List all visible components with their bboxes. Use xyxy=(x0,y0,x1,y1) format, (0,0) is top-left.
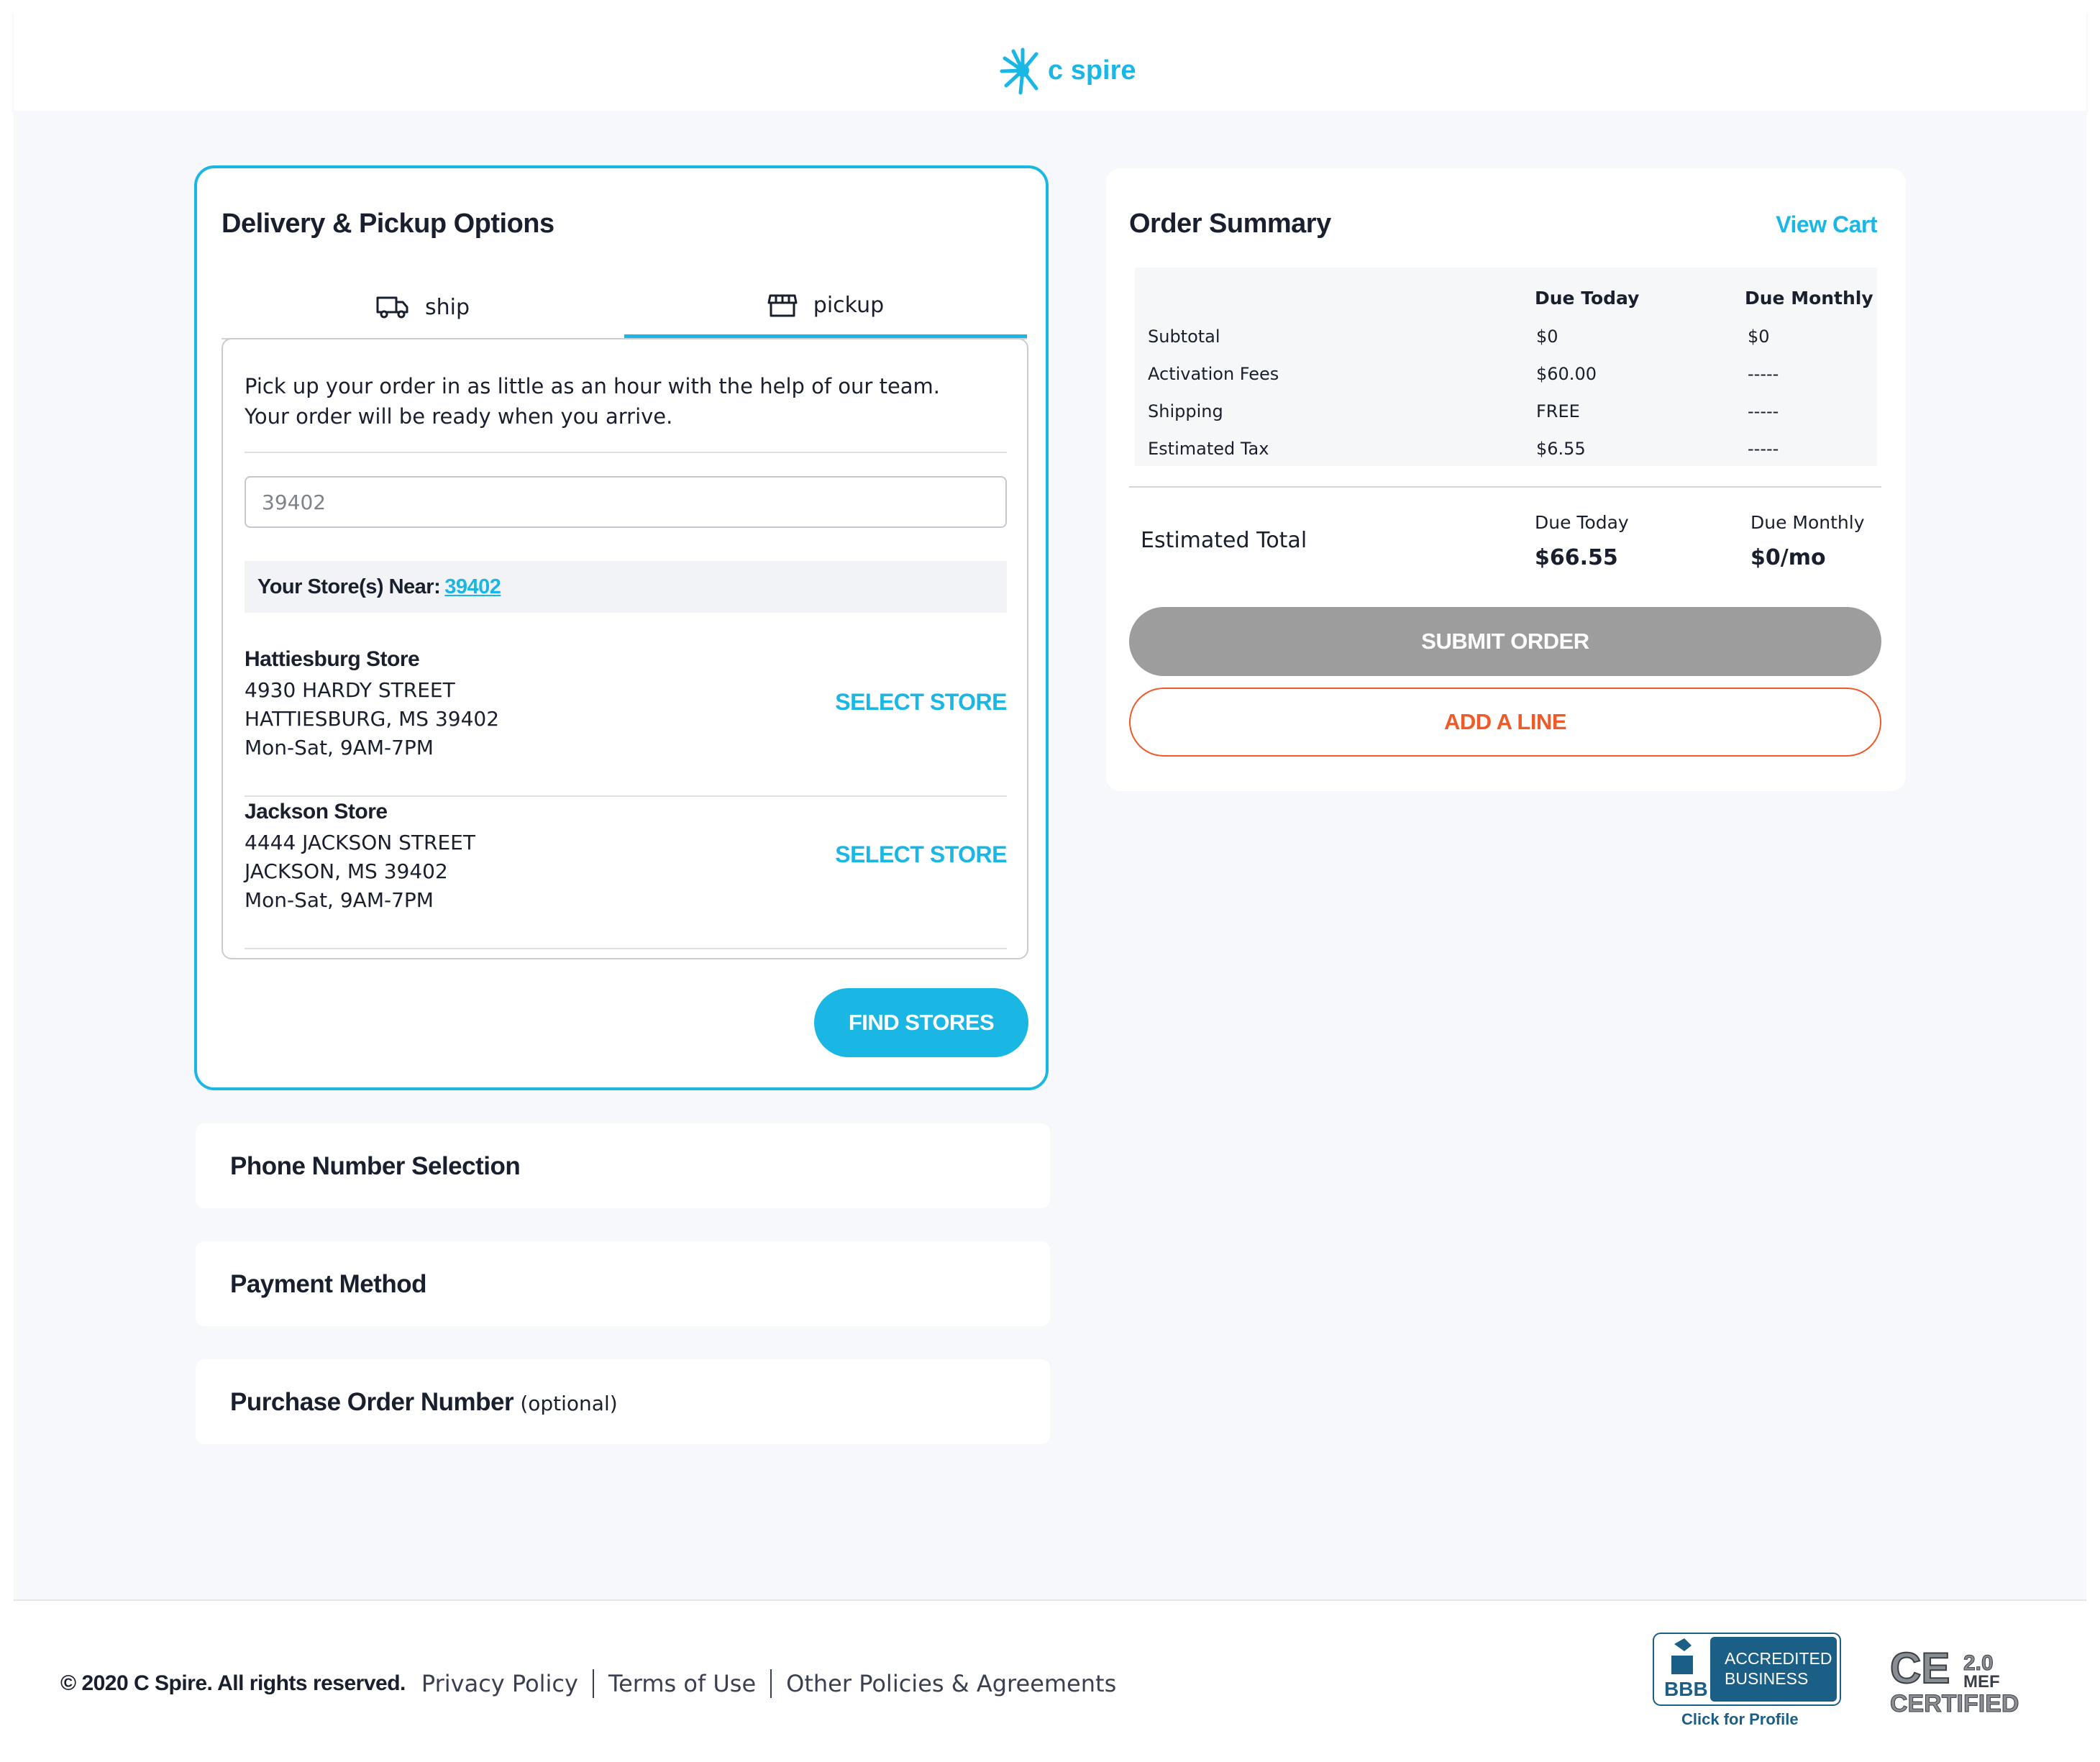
total-monthly-header: Due Monthly xyxy=(1750,512,1865,533)
submit-order-button[interactable]: SUBMIT ORDER xyxy=(1129,607,1881,676)
terms-of-use-link[interactable]: Terms of Use xyxy=(608,1670,757,1697)
payment-method-section[interactable] xyxy=(196,1241,1050,1326)
pickup-description: Pick up your order in as little as an hour with the help of our team. Your order will be ready when you arrive. xyxy=(245,374,941,429)
row-today: $0 xyxy=(1536,327,1558,347)
mef-certified-text: CERTIFIED xyxy=(1890,1690,2019,1717)
stores-near-label: Your Store(s) Near: xyxy=(257,575,441,598)
logo-text: c spire xyxy=(1048,55,1136,86)
row-today: FREE xyxy=(1536,401,1580,421)
total-today-value: $66.55 xyxy=(1535,545,1618,570)
delivery-tabs xyxy=(222,276,1027,339)
select-store-button[interactable]: SELECT STORE xyxy=(835,689,1007,715)
other-policies-link[interactable]: Other Policies & Agreements xyxy=(786,1670,1117,1697)
site-header xyxy=(14,10,2086,111)
store-icon xyxy=(767,293,798,318)
summary-row xyxy=(1148,401,1867,439)
purchase-order-section[interactable] xyxy=(196,1359,1050,1444)
privacy-policy-link[interactable]: Privacy Policy xyxy=(421,1670,578,1697)
zip-code-input[interactable] xyxy=(245,476,1007,528)
bbb-mark: BBB xyxy=(1664,1678,1708,1700)
divider xyxy=(1129,486,1881,488)
summary-row xyxy=(1148,364,1867,401)
bbb-click-profile: Click for Profile xyxy=(1681,1710,1799,1728)
store-address: 4930 HARDY STREET xyxy=(245,678,455,702)
row-today: $60.00 xyxy=(1536,364,1597,384)
store-hours: Mon-Sat, 9AM-7PM xyxy=(245,888,434,912)
phone-number-section[interactable] xyxy=(196,1123,1050,1208)
truck-icon xyxy=(376,295,409,319)
summary-row xyxy=(1148,327,1867,364)
divider xyxy=(245,795,1007,797)
estimated-total-label: Estimated Total xyxy=(1141,528,1307,553)
delivery-pickup-card xyxy=(194,165,1049,1090)
store-city: JACKSON, MS 39402 xyxy=(245,859,448,883)
copyright-text: © 2020 C Spire. All rights reserved. xyxy=(60,1671,406,1695)
store-city: HATTIESBURG, MS 39402 xyxy=(245,707,500,731)
summary-table xyxy=(1135,268,1877,466)
store-item-hattiesburg xyxy=(245,647,1007,762)
delivery-title: Delivery & Pickup Options xyxy=(222,209,554,239)
due-today-header: Due Today xyxy=(1535,288,1640,309)
mef-version-text: 2.0 xyxy=(1963,1651,1994,1675)
order-summary-card xyxy=(1106,168,1906,791)
divider xyxy=(245,452,1007,453)
mef-ce-text: CE xyxy=(1890,1645,1950,1692)
add-a-line-button[interactable]: ADD A LINE xyxy=(1129,688,1881,757)
row-label: Activation Fees xyxy=(1148,364,1279,384)
bbb-accredited-text: ACCREDITED xyxy=(1725,1649,1832,1668)
divider xyxy=(245,948,1007,949)
row-monthly: ----- xyxy=(1748,364,1779,384)
row-monthly: $0 xyxy=(1748,327,1770,347)
footer xyxy=(60,1667,1116,1700)
bbb-business-text: BUSINESS xyxy=(1725,1669,1809,1688)
footer-separator xyxy=(593,1669,594,1698)
bbb-accredited-badge[interactable] xyxy=(1653,1633,1841,1729)
store-name: Hattiesburg Store xyxy=(245,647,420,671)
find-stores-button[interactable]: FIND STORES xyxy=(814,988,1028,1057)
total-monthly-value: $0/mo xyxy=(1750,545,1826,570)
mef-label-text: MEF xyxy=(1963,1672,2000,1692)
tab-pickup[interactable] xyxy=(624,276,1027,338)
stores-near-bar xyxy=(245,561,1007,613)
store-name: Jackson Store xyxy=(245,800,388,823)
row-label: Subtotal xyxy=(1148,327,1220,347)
order-summary-title: Order Summary xyxy=(1129,209,1331,239)
tab-ship-label: ship xyxy=(424,294,470,320)
store-hours: Mon-Sat, 9AM-7PM xyxy=(245,736,434,759)
store-item-jackson xyxy=(245,800,1007,915)
row-label: Shipping xyxy=(1148,401,1223,421)
summary-row xyxy=(1148,439,1867,476)
purchase-order-title xyxy=(230,1388,618,1417)
footer-separator xyxy=(770,1669,772,1698)
pickup-panel xyxy=(222,338,1028,959)
store-address: 4444 JACKSON STREET xyxy=(245,831,475,854)
optional-label: (optional) xyxy=(520,1392,618,1415)
row-monthly: ----- xyxy=(1748,401,1779,421)
due-monthly-header: Due Monthly xyxy=(1745,288,1873,309)
row-label: Estimated Tax xyxy=(1148,439,1269,459)
cspire-burst-icon xyxy=(999,45,1046,96)
tab-pickup-label: pickup xyxy=(813,293,885,318)
total-today-header: Due Today xyxy=(1535,512,1629,533)
phone-number-title: Phone Number Selection xyxy=(230,1152,521,1180)
tab-ship[interactable] xyxy=(222,276,624,338)
row-monthly: ----- xyxy=(1748,439,1779,459)
purchase-order-label: Purchase Order Number xyxy=(230,1388,514,1416)
view-cart-link[interactable]: View Cart xyxy=(1776,211,1877,237)
row-today: $6.55 xyxy=(1536,439,1586,459)
footer-divider xyxy=(14,1599,2086,1601)
mef-ce-certified-badge xyxy=(1889,1645,2025,1717)
payment-method-title: Payment Method xyxy=(230,1270,427,1298)
select-store-button[interactable]: SELECT STORE xyxy=(835,841,1007,867)
stores-near-zip-link[interactable]: 39402 xyxy=(444,575,501,598)
cspire-logo[interactable] xyxy=(999,42,1136,99)
